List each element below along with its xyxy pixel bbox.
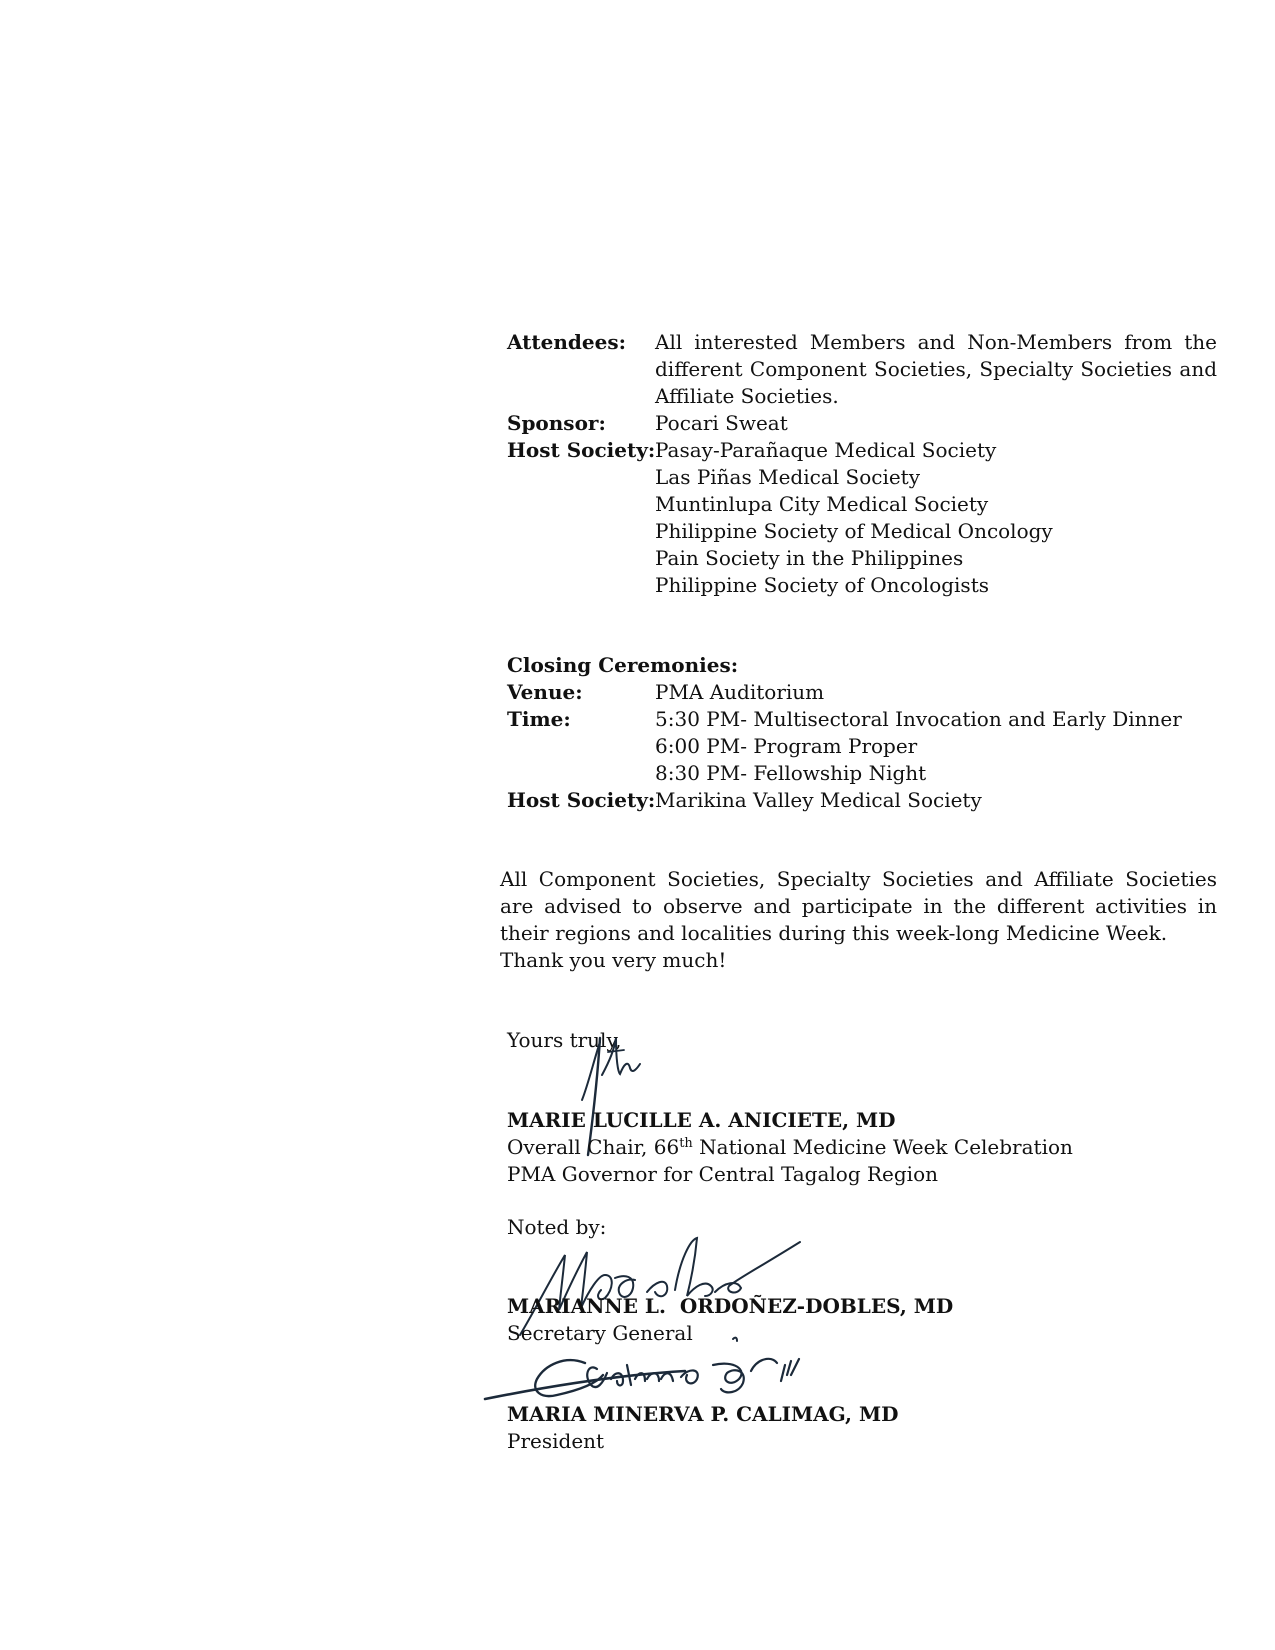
time-item: 8:30 PM- Fellowship Night	[655, 761, 927, 785]
signatory2-name: MARIANNE L. ORDOÑEZ-DOBLES, MD	[507, 1294, 954, 1318]
signatory1-title	[507, 1134, 1073, 1161]
signatory1-name: MARIE LUCILLE A. ANICIETE, MD	[507, 1108, 896, 1132]
attendees-label: Attendees:	[507, 330, 626, 354]
signatory2-title: Secretary General	[507, 1321, 693, 1345]
signature-3-image	[485, 1335, 830, 1410]
time-label: Time:	[507, 707, 571, 731]
sponsor-value: Pocari Sweat	[655, 411, 788, 435]
closing-heading: Closing Ceremonies:	[507, 653, 739, 677]
host-society-item: Las Piñas Medical Society	[655, 465, 921, 489]
noted-by-label: Noted by:	[507, 1215, 607, 1239]
signatory1-title-sup: th	[679, 1136, 693, 1151]
signatory1-title-prefix: Overall Chair, 66	[507, 1135, 680, 1159]
signatory1-title-suffix: National Medicine Week Celebration	[692, 1135, 1073, 1159]
host-society-item: Pasay-Parañaque Medical Society	[655, 438, 997, 462]
closing-host-label: Host Society:	[507, 788, 656, 812]
time-item: 6:00 PM- Program Proper	[655, 734, 918, 758]
signatory3-title: President	[507, 1429, 605, 1453]
sponsor-label: Sponsor:	[507, 411, 606, 435]
host-society-item: Pain Society in the Philippines	[655, 546, 964, 570]
signatory1-title2: PMA Governor for Central Tagalog Region	[507, 1162, 938, 1186]
host-society-item: Muntinlupa City Medical Society	[655, 492, 989, 516]
time-item: 5:30 PM- Multisectoral Invocation and Early Dinner	[655, 707, 1182, 731]
venue-label: Venue:	[507, 680, 583, 704]
advisory-paragraph: All Component Societies, Specialty Societies and Affiliate Societies are advised to observe and participate in the different activities in their regions and localities during this week-long Medicine Week.	[500, 867, 1217, 945]
attendees-text: All interested Members and Non-Members from the different Component Societies, Specialty Societies and Affiliate Societies.	[655, 330, 1217, 408]
closing-salutation: Yours truly,	[507, 1028, 622, 1052]
host-society-item: Philippine Society of Medical Oncology	[655, 519, 1053, 543]
thanks-line: Thank you very much!	[500, 948, 727, 972]
venue-value: PMA Auditorium	[655, 680, 825, 704]
signatory3-name: MARIA MINERVA P. CALIMAG, MD	[507, 1402, 899, 1426]
closing-host-value: Marikina Valley Medical Society	[655, 788, 982, 812]
host-society-item: Philippine Society of Oncologists	[655, 573, 989, 597]
host-society-label: Host Society:	[507, 438, 656, 462]
